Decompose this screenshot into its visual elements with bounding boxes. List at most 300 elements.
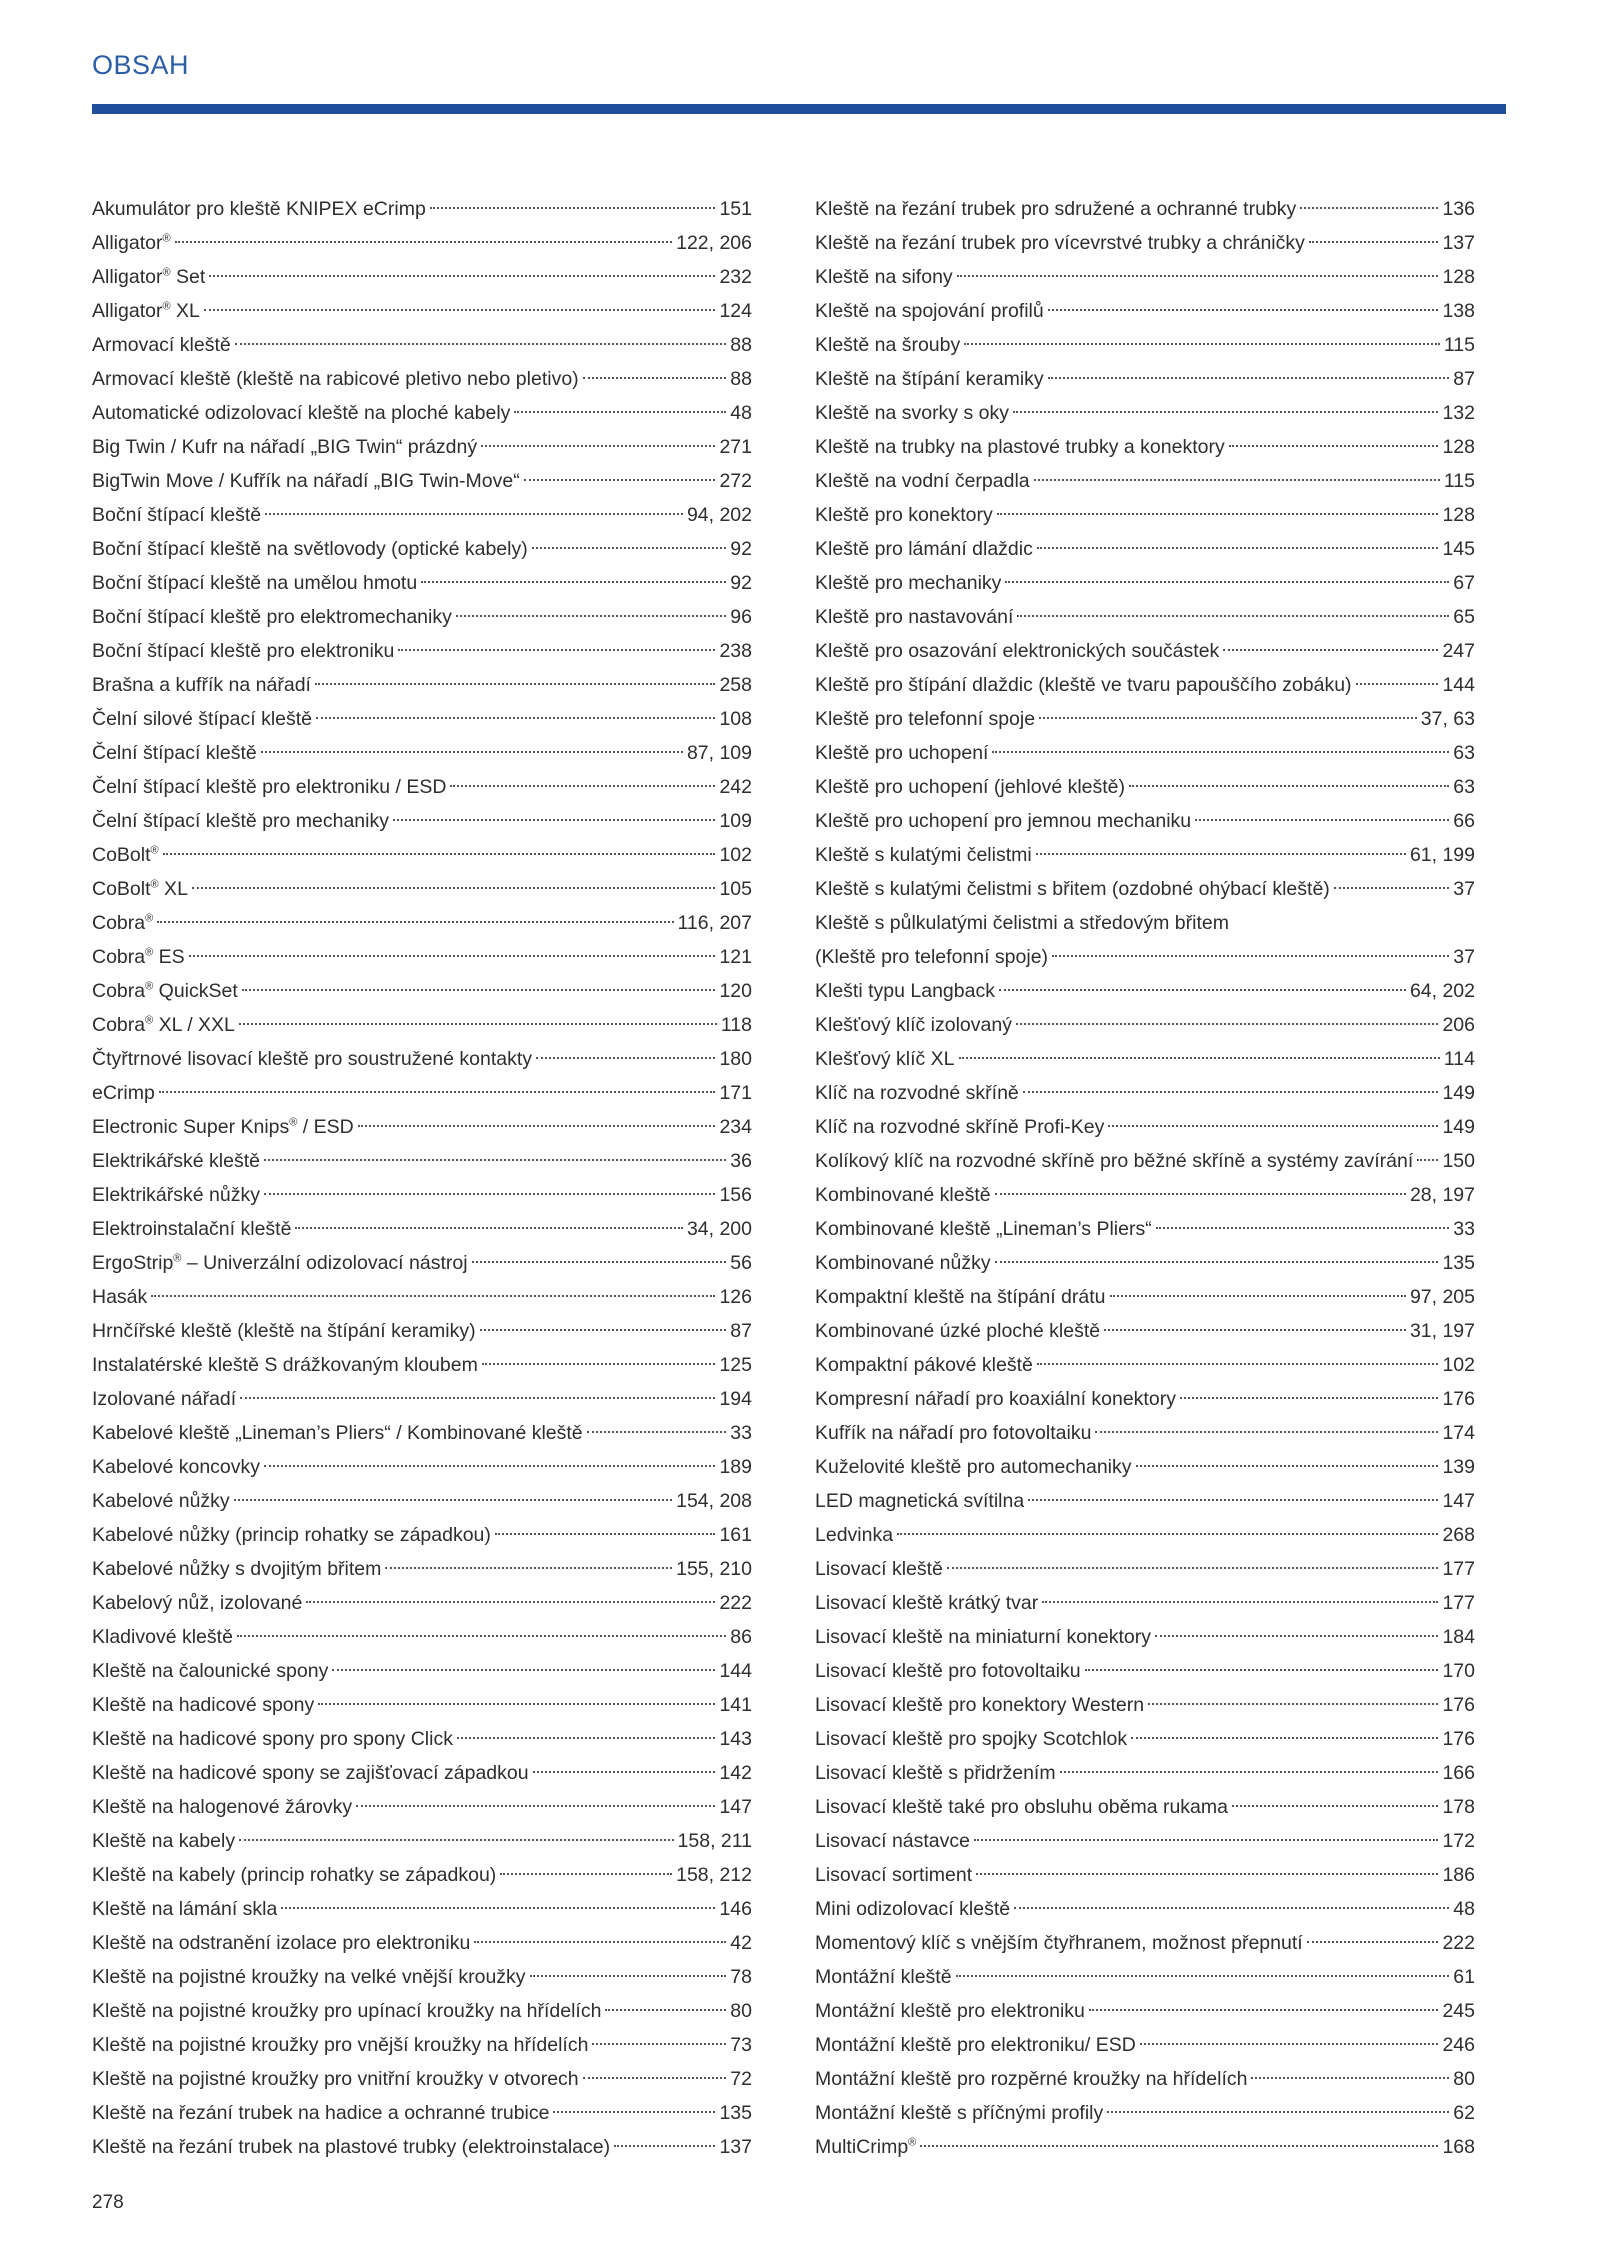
entry-page: 143 (719, 1728, 752, 1750)
index-entry (815, 1722, 1475, 1756)
dot-leader (264, 1465, 715, 1467)
index-entry (815, 1586, 1475, 1620)
entry-label: Kleště pro mechaniky (815, 572, 1002, 594)
index-entry (815, 1518, 1475, 1552)
index-entry (92, 260, 752, 294)
entry-label: Kleště pro uchopení (jehlové kleště) (815, 776, 1126, 798)
entry-page: 154, 208 (676, 1490, 752, 1512)
entry-label: Hasák (92, 1286, 148, 1308)
index-entry (92, 668, 752, 702)
entry-page: 121 (719, 946, 752, 968)
entry-label: Kompaktní pákové kleště (815, 1354, 1033, 1376)
dot-leader (393, 819, 715, 821)
index-entry (815, 396, 1475, 430)
entry-label: Kleště pro konektory (815, 504, 993, 526)
entry-label: Kabelové koncovky (92, 1456, 261, 1478)
dot-leader (1229, 445, 1439, 447)
entry-page: 122, 206 (676, 232, 752, 254)
dot-leader (235, 343, 727, 345)
entry-page: 136 (1442, 198, 1475, 220)
index-entry (92, 1280, 752, 1314)
index-entry (815, 736, 1475, 770)
dot-leader (997, 513, 1439, 515)
dot-leader (1156, 1227, 1450, 1229)
entry-page: 115 (1443, 470, 1475, 492)
entry-page: 142 (719, 1762, 752, 1784)
index-entry (92, 2096, 752, 2130)
index-entry (815, 770, 1475, 804)
index-entry (92, 566, 752, 600)
entry-page: 37, 63 (1420, 708, 1475, 730)
entry-label: Kombinované kleště „Lineman’s Pliers“ (815, 1218, 1152, 1240)
index-entry (92, 736, 752, 770)
index-entry (92, 2028, 752, 2062)
entry-label: Kleště na pojistné kroužky na velké vnější kroužky (92, 1966, 526, 1988)
entry-page: 177 (1442, 1558, 1475, 1580)
entry-page: 232 (719, 266, 752, 288)
entry-label: Kleště na kabely (92, 1830, 236, 1852)
entry-page: 125 (719, 1354, 752, 1376)
entry-label: Kleště na vodní čerpadla (815, 470, 1030, 492)
index-entry (815, 1144, 1475, 1178)
dot-leader (356, 1805, 715, 1807)
dot-leader (1356, 683, 1439, 685)
entry-page: 166 (1442, 1762, 1475, 1784)
dot-leader (976, 1873, 1438, 1875)
index-entry (815, 1892, 1475, 1926)
entry-label: Lisovací kleště pro fotovoltaiku (815, 1660, 1081, 1682)
entry-label: Čelní silové štípací kleště (92, 708, 313, 730)
entry-page: 194 (719, 1388, 752, 1410)
entry-page: 174 (1442, 1422, 1475, 1444)
entry-page: 63 (1453, 742, 1475, 764)
dot-leader (175, 241, 673, 243)
dot-leader (592, 2043, 726, 2045)
dot-leader (1107, 2111, 1449, 2113)
entry-page: 137 (719, 2136, 752, 2158)
entry-page: 87 (730, 1320, 752, 1342)
index-entry (815, 566, 1475, 600)
index-entry (815, 1382, 1475, 1416)
index-entry (815, 260, 1475, 294)
entry-label: Elektroinstalační kleště (92, 1218, 292, 1240)
entry-page: 120 (719, 980, 752, 1002)
entry-label: Boční štípací kleště pro elektroniku (92, 640, 395, 662)
entry-label: Kleště na řezání trubek na hadice a ochranné trubice (92, 2102, 550, 2124)
entry-label: eCrimp (92, 1082, 155, 1104)
index-entry (92, 1144, 752, 1178)
dot-leader (1136, 1465, 1439, 1467)
entry-page: 66 (1453, 810, 1475, 832)
entry-page: 268 (1442, 1524, 1475, 1546)
dot-leader (583, 2077, 727, 2079)
entry-label: Kleště na spojování profilů (815, 300, 1044, 322)
index-entry (815, 1620, 1475, 1654)
entry-page: 144 (719, 1660, 752, 1682)
index-entry (815, 702, 1475, 736)
dot-leader (1048, 309, 1439, 311)
entry-page: 92 (730, 538, 752, 560)
entry-label: Kleště na hadicové spony se zajišťovací západkou (92, 1762, 529, 1784)
entry-label: Kabelové nůžky (princip rohatky se západkou) (92, 1524, 491, 1546)
index-entry (815, 1280, 1475, 1314)
index-entry (815, 668, 1475, 702)
entry-page: 128 (1442, 266, 1475, 288)
entry-label: Kleště na halogenové žárovky (92, 1796, 353, 1818)
index-entry (92, 1518, 752, 1552)
entry-label: BigTwin Move / Kufřík na nářadí „BIG Twin-Move“ (92, 470, 520, 492)
dot-leader (358, 1125, 716, 1127)
registered-mark: ® (289, 1116, 298, 1129)
index-entry (815, 498, 1475, 532)
dot-leader (1417, 1159, 1438, 1161)
index-entry (815, 1076, 1475, 1110)
entry-label: Montážní kleště (815, 1966, 952, 1988)
entry-page: 34, 200 (686, 1218, 752, 1240)
entry-page: 206 (1442, 1014, 1475, 1036)
entry-page: 88 (730, 334, 752, 356)
index-entry (815, 294, 1475, 328)
dot-leader (204, 309, 716, 311)
entry-label: Automatické odizolovací kleště na ploché kabely (92, 402, 511, 424)
entry-page: 171 (719, 1082, 752, 1104)
index-entry (92, 872, 752, 906)
index-entry (92, 1552, 752, 1586)
entry-label: Alligator® (92, 232, 171, 254)
index-entry (815, 1178, 1475, 1212)
dot-leader (316, 717, 715, 719)
dot-leader (1195, 819, 1449, 821)
index-entry (92, 838, 752, 872)
entry-label: Kleště na sifony (815, 266, 953, 288)
index-entry (92, 1314, 752, 1348)
dot-leader (500, 1873, 672, 1875)
index-entry (92, 1416, 752, 1450)
index-entry (92, 1382, 752, 1416)
entry-page: 184 (1442, 1626, 1475, 1648)
entry-page: 105 (719, 878, 752, 900)
entry-page: 161 (719, 1524, 752, 1546)
index-entry (92, 1892, 752, 1926)
dot-leader (163, 853, 716, 855)
entry-page: 245 (1442, 2000, 1475, 2022)
index-entry (92, 804, 752, 838)
entry-label: Klešťový klíč XL (815, 1048, 955, 1070)
dot-leader (151, 1295, 715, 1297)
dot-leader (897, 1533, 1438, 1535)
dot-leader (1089, 2009, 1439, 2011)
entry-page: 65 (1453, 606, 1475, 628)
entry-page: 114 (1443, 1048, 1475, 1070)
dot-leader (1039, 717, 1417, 719)
entry-label: Kleště na řezání trubek pro sdružené a ochranné trubky (815, 198, 1297, 220)
dot-leader (457, 1737, 716, 1739)
entry-page: 109 (719, 810, 752, 832)
entry-page: 128 (1442, 436, 1475, 458)
entry-label: Kleště na svorky s oky (815, 402, 1009, 424)
entry-page: 73 (730, 2034, 752, 2056)
index-entry (815, 1824, 1475, 1858)
dot-leader (242, 989, 716, 991)
entry-label: Klíč na rozvodné skříně Profi-Key (815, 1116, 1105, 1138)
index-entry (92, 396, 752, 430)
index-entry (92, 974, 752, 1008)
index-entry (815, 1450, 1475, 1484)
entry-page: 36 (730, 1150, 752, 1172)
dot-leader (421, 581, 726, 583)
entry-label: Instalatérské kleště S drážkovaným kloubem (92, 1354, 478, 1376)
entry-label: Lisovací nástavce (815, 1830, 971, 1852)
entry-label: Kleště na řezání trubek pro vícevrstvé trubky a chráničky (815, 232, 1305, 254)
entry-page: 132 (1442, 402, 1475, 424)
index-entry (92, 2130, 752, 2164)
dot-leader (295, 1227, 683, 1229)
index-entry (815, 1960, 1475, 1994)
dot-leader (1334, 887, 1450, 889)
entry-label: Kleště na štípání keramiky (815, 368, 1044, 390)
dot-leader (1300, 207, 1438, 209)
index-entry (92, 2062, 752, 2096)
entry-page: 28, 197 (1409, 1184, 1475, 1206)
index-entry (815, 1790, 1475, 1824)
index-entry (815, 634, 1475, 668)
entry-label: Lisovací kleště s přidržením (815, 1762, 1056, 1784)
entry-label: Lisovací kleště (815, 1558, 943, 1580)
entry-page: 124 (719, 300, 752, 322)
entry-page: 102 (719, 844, 752, 866)
index-entry (815, 1756, 1475, 1790)
entry-label: Hrnčířské kleště (kleště na štípání keramiky) (92, 1320, 476, 1342)
entry-label: Lisovací sortiment (815, 1864, 973, 1886)
entry-page: 146 (719, 1898, 752, 1920)
entry-label: Big Twin / Kufr na nářadí „BIG Twin“ prázdný (92, 436, 478, 458)
index-entry (92, 328, 752, 362)
entry-page: 186 (1442, 1864, 1475, 1886)
index-entry (815, 1314, 1475, 1348)
entry-page: 238 (719, 640, 752, 662)
entry-label: Kleště na řezání trubek na plastové trubky (elektroinstalace) (92, 2136, 611, 2158)
entry-label: Kleště na pojistné kroužky pro vnější kroužky na hřídelích (92, 2034, 589, 2056)
index-entry (92, 1246, 752, 1280)
dot-leader (1108, 1125, 1438, 1127)
entry-page: 176 (1442, 1728, 1475, 1750)
entry-label: CoBolt® (92, 844, 159, 866)
entry-page: 155, 210 (676, 1558, 752, 1580)
index-entry (815, 804, 1475, 838)
dot-leader (995, 1261, 1439, 1263)
entry-page: 87 (1453, 368, 1475, 390)
index-entry (92, 1654, 752, 1688)
entry-page: 258 (719, 674, 752, 696)
entry-label: Kleště pro lámání dlaždic (815, 538, 1033, 560)
dot-leader (1104, 1329, 1406, 1331)
entry-page: 42 (730, 1932, 752, 1954)
dot-leader (1023, 1091, 1439, 1093)
dot-leader (264, 1193, 715, 1195)
entry-label: Lisovací kleště krátký tvar (815, 1592, 1039, 1614)
entry-label: Cobra® QuickSet (92, 980, 238, 1002)
dot-leader (1042, 1601, 1438, 1603)
entry-label: Mini odizolovací kleště (815, 1898, 1011, 1920)
entry-label: Čelní štípací kleště pro mechaniky (92, 810, 389, 832)
entry-label: Kabelové nůžky s dvojitým břitem (92, 1558, 382, 1580)
dot-leader (495, 1533, 716, 1535)
index-entry (815, 2130, 1475, 2164)
index-entry (92, 1756, 752, 1790)
dot-leader (1307, 1941, 1439, 1943)
entry-label: CoBolt® XL (92, 878, 188, 900)
index-entry (92, 464, 752, 498)
dot-leader (1131, 1737, 1438, 1739)
entry-page: 128 (1442, 504, 1475, 526)
entry-label: Kleště pro štípání dlaždic (kleště ve tvaru papouščího zobáku) (815, 674, 1352, 696)
entry-page: 116, 207 (677, 912, 752, 934)
index-entry (92, 1008, 752, 1042)
index-entry (92, 702, 752, 736)
index-entry (92, 1178, 752, 1212)
dot-leader (1095, 1431, 1438, 1433)
entry-page: 150 (1442, 1150, 1475, 1172)
dot-leader (281, 1907, 715, 1909)
index-entry (815, 1348, 1475, 1382)
entry-page: 139 (1442, 1456, 1475, 1478)
index-column-right (815, 192, 1475, 2164)
dot-leader (1036, 853, 1406, 855)
entry-page: 222 (719, 1592, 752, 1614)
entry-page: 115 (1443, 334, 1475, 356)
entry-label: Lisovací kleště na miniaturní konektory (815, 1626, 1151, 1648)
dot-leader (237, 1635, 726, 1637)
dot-leader (240, 1397, 715, 1399)
entry-page: 56 (730, 1252, 752, 1274)
entry-label: Boční štípací kleště na umělou hmotu (92, 572, 418, 594)
entry-label: Kleště pro uchopení pro jemnou mechaniku (815, 810, 1192, 832)
dot-leader (265, 513, 683, 515)
dot-leader (472, 1261, 727, 1263)
dot-leader (481, 445, 715, 447)
entry-page: 72 (730, 2068, 752, 2090)
index-entry (92, 362, 752, 396)
dot-leader (1060, 1771, 1439, 1773)
dot-leader (480, 1329, 727, 1331)
entry-page: 189 (719, 1456, 752, 1478)
dot-leader (1085, 1669, 1439, 1671)
entry-label: Kombinované kleště (815, 1184, 991, 1206)
entry-label: Čtyřtrnové lisovací kleště pro soustružené kontakty (92, 1048, 533, 1070)
dot-leader (318, 1703, 715, 1705)
entry-page: 158, 211 (677, 1830, 752, 1852)
entry-label: Elektrikářské kleště (92, 1150, 260, 1172)
dot-leader (956, 1975, 1450, 1977)
entry-label: ErgoStrip® – Univerzální odizolovací nástroj (92, 1252, 468, 1274)
entry-page: 33 (730, 1422, 752, 1444)
entry-page: 180 (719, 1048, 752, 1070)
dot-leader (995, 1193, 1406, 1195)
dot-leader (1014, 1907, 1449, 1909)
registered-mark: ® (162, 300, 171, 313)
entry-page: 126 (719, 1286, 752, 1308)
entry-page: 149 (1442, 1116, 1475, 1138)
index-entry (815, 872, 1475, 906)
page-number: 278 (92, 2192, 124, 2213)
index-entry (92, 1110, 752, 1144)
index-entry (92, 1824, 752, 1858)
dot-leader (456, 615, 726, 617)
registered-mark: ® (173, 1252, 182, 1265)
entry-page: 92 (730, 572, 752, 594)
index-entry (815, 1552, 1475, 1586)
entry-label: Elektrikářské nůžky (92, 1184, 260, 1206)
entry-page: 158, 212 (676, 1864, 752, 1886)
registered-mark: ® (145, 1014, 154, 1027)
dot-leader (1034, 479, 1440, 481)
entry-page: 135 (1442, 1252, 1475, 1274)
index-entry (92, 532, 752, 566)
index-entry (815, 940, 1475, 974)
index-entry (92, 1212, 752, 1246)
entry-page: 147 (719, 1796, 752, 1818)
entry-page: 272 (719, 470, 752, 492)
entry-label: Čelní štípací kleště (92, 742, 257, 764)
dot-leader (315, 683, 715, 685)
index-entry (815, 192, 1475, 226)
entry-label: Boční štípací kleště pro elektromechaniky (92, 606, 452, 628)
index-column-left (92, 192, 752, 2164)
entry-page: 234 (719, 1116, 752, 1138)
entry-label: MultiCrimp® (815, 2136, 917, 2158)
index-entry (815, 1246, 1475, 1280)
registered-mark: ® (145, 946, 154, 959)
entry-page: 33 (1453, 1218, 1475, 1240)
dot-leader (964, 343, 1440, 345)
entry-label: Kombinované nůžky (815, 1252, 991, 1274)
index-entry (92, 1960, 752, 1994)
dot-leader (1048, 377, 1450, 379)
entry-label: Boční štípací kleště na světlovody (optické kabely) (92, 538, 528, 560)
index-entry (815, 1416, 1475, 1450)
dot-leader (992, 751, 1449, 753)
entry-label: Lisovací kleště také pro obsluhu oběma rukama (815, 1796, 1228, 1818)
entry-page: 170 (1442, 1660, 1475, 1682)
index-entry (92, 226, 752, 260)
dot-leader (587, 1431, 727, 1433)
index-entry (92, 1484, 752, 1518)
entry-label: Armovací kleště (kleště na rabicové pletivo nebo pletivo) (92, 368, 579, 390)
entry-label: Cobra® (92, 912, 154, 934)
index-entry (92, 1994, 752, 2028)
index-entry (815, 1110, 1475, 1144)
entry-label: Montážní kleště s příčnými profily (815, 2102, 1104, 2124)
entry-label: Klešti typu Langback (815, 980, 995, 1002)
index-entry (92, 1450, 752, 1484)
dot-leader (332, 1669, 715, 1671)
registered-mark: ® (145, 912, 154, 925)
entry-page: 149 (1442, 1082, 1475, 1104)
entry-page: 48 (730, 402, 752, 424)
entry-page: 37 (1453, 878, 1475, 900)
index-entry (815, 974, 1475, 1008)
entry-page: 246 (1442, 2034, 1475, 2056)
entry-page: 242 (719, 776, 752, 798)
entry-label: Kleště na kabely (princip rohatky se západkou) (92, 1864, 497, 1886)
entry-page: 94, 202 (686, 504, 752, 526)
index-entry (815, 1484, 1475, 1518)
entry-label: Kleště na pojistné kroužky pro vnitřní kroužky v otvorech (92, 2068, 579, 2090)
entry-label: Lisovací kleště pro spojky Scotchlok (815, 1728, 1128, 1750)
header-rule (92, 104, 1506, 114)
entry-label: Izolované nářadí (92, 1388, 237, 1410)
entry-page: 80 (730, 2000, 752, 2022)
